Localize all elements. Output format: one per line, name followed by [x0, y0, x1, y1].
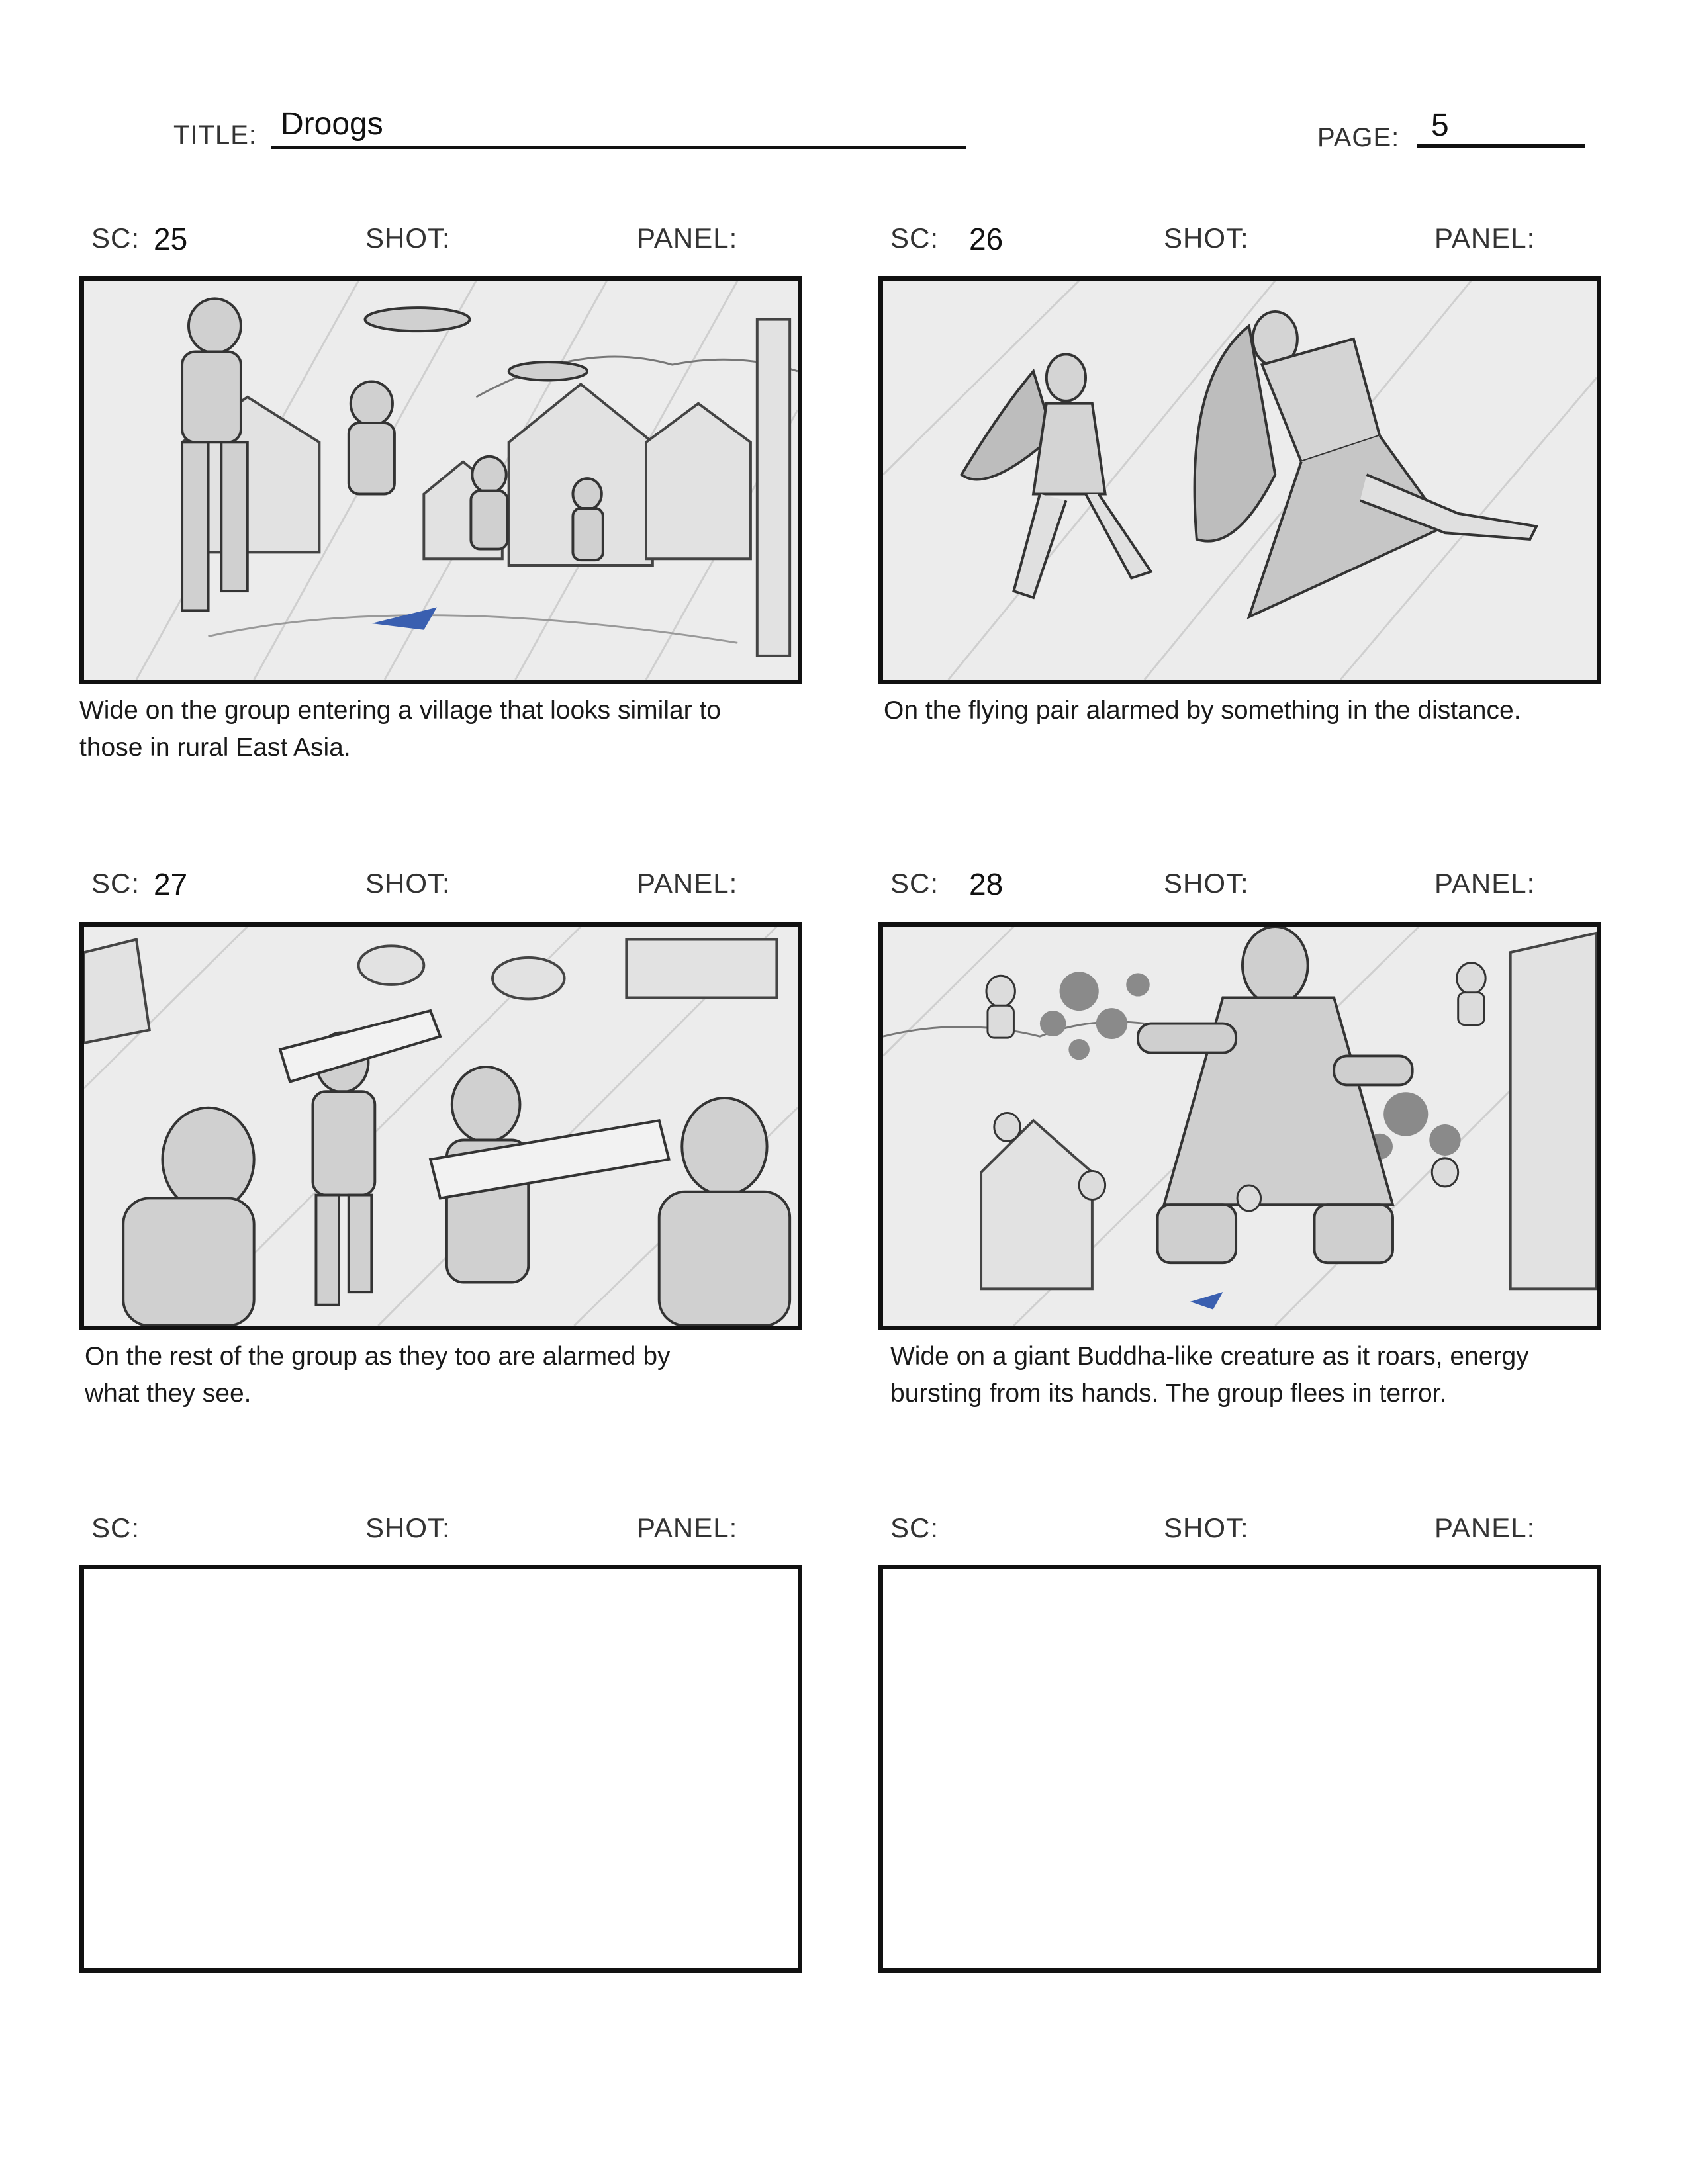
sc-label: SC:	[890, 1512, 939, 1543]
flying-pair-sketch	[883, 281, 1597, 680]
panel-label: PANEL:	[1434, 222, 1536, 253]
sc-number: 28	[969, 867, 1004, 901]
page-underline	[1417, 144, 1585, 148]
shot-label: SHOT:	[1164, 1512, 1249, 1543]
panel-label: PANEL:	[1434, 868, 1536, 899]
sc-label: SC:	[91, 868, 140, 899]
title-value: Droogs	[281, 107, 383, 142]
page-label: PAGE:	[1317, 123, 1400, 152]
title-underline	[271, 146, 966, 149]
sketch-frame	[79, 276, 802, 684]
panel-caption: On the rest of the group as they too are alarmed by what they see.	[85, 1342, 671, 1408]
shot-label: SHOT:	[365, 868, 451, 899]
empty-frame	[878, 1565, 1601, 1973]
page-value: 5	[1431, 108, 1449, 143]
sc-label: SC:	[890, 868, 939, 899]
sc-label: SC:	[91, 1512, 140, 1543]
panel-label: PANEL:	[637, 868, 738, 899]
sc-number: 26	[969, 222, 1004, 256]
shot-label: SHOT:	[1164, 868, 1249, 899]
sc-label: SC:	[91, 222, 140, 253]
shot-label: SHOT:	[365, 222, 451, 253]
title-label: TITLE:	[173, 120, 258, 150]
panel-caption: Wide on the group entering a village that looks similar to those in rural East Asia.	[79, 696, 722, 762]
panel-caption: On the flying pair alarmed by something in the distance.	[884, 696, 1521, 725]
village-sketch	[84, 281, 798, 680]
sketch-frame	[878, 922, 1601, 1330]
shot-label: SHOT:	[365, 1512, 451, 1543]
sc-number: 27	[154, 867, 188, 901]
empty-frame	[79, 1565, 802, 1973]
giant-creature-sketch	[883, 927, 1597, 1326]
sketch-frame	[79, 922, 802, 1330]
panel-label: PANEL:	[637, 222, 738, 253]
panel-label: PANEL:	[637, 1512, 738, 1543]
panel-caption: Wide on a giant Buddha-like creature as it roars, energy bursting from its hands. The group flees in terror.	[890, 1342, 1529, 1408]
sketch-frame	[878, 276, 1601, 684]
panel-label: PANEL:	[1434, 1512, 1536, 1543]
alarmed-group-sketch	[84, 927, 798, 1326]
sc-number: 25	[154, 222, 188, 256]
sc-label: SC:	[890, 222, 939, 253]
shot-label: SHOT:	[1164, 222, 1249, 253]
